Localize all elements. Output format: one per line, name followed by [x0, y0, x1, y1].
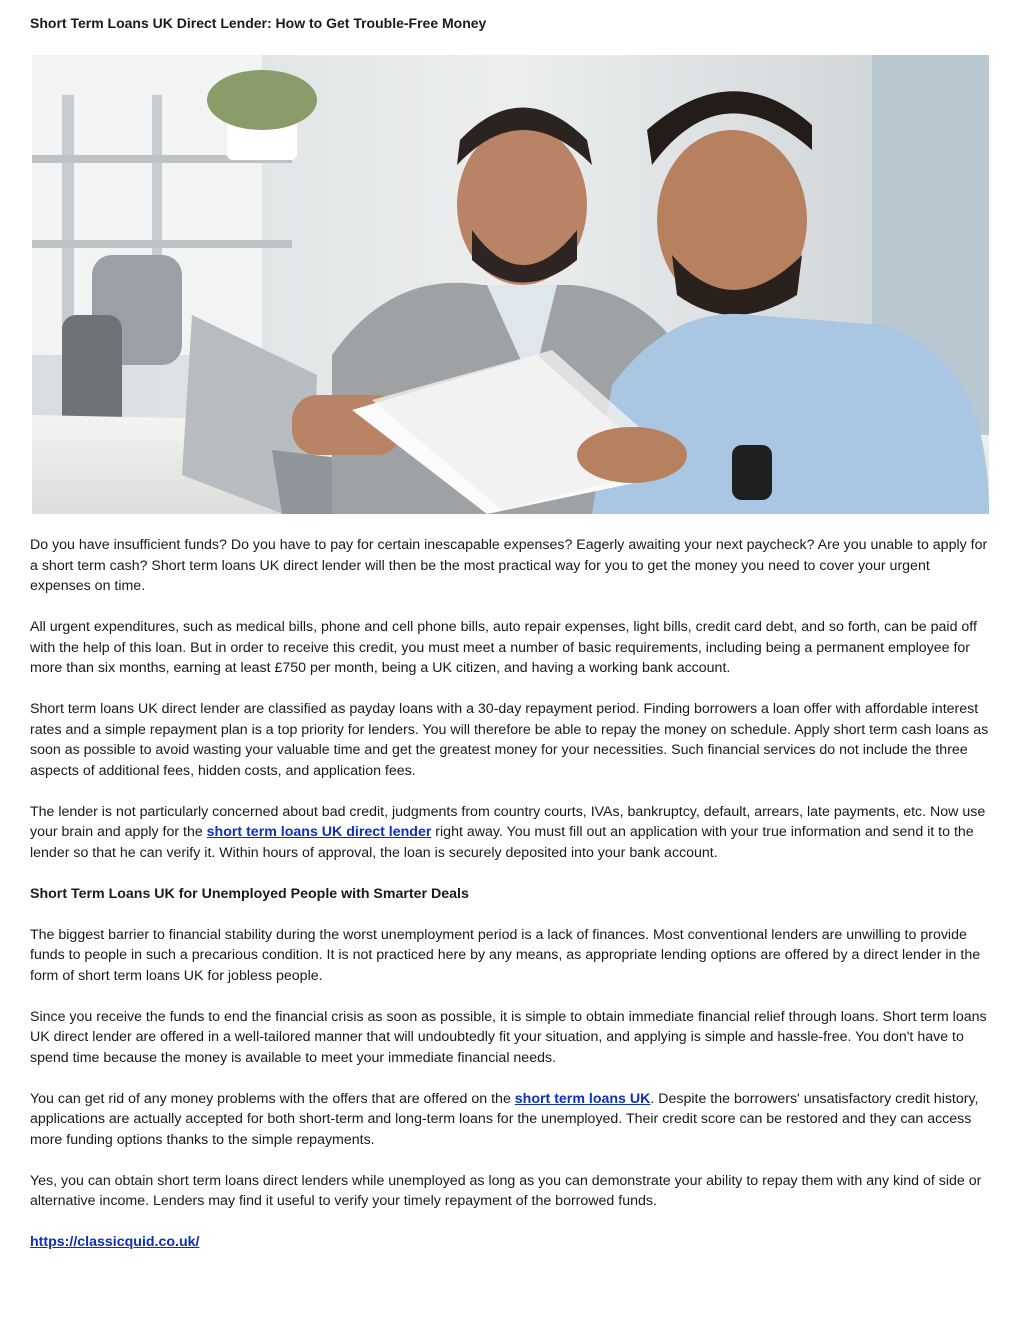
paragraph-text: . Despite the borrowers' unsatisfactory credit history, applications are actually accepted for both short-term and long-term loans for the unemployed. Their credit score can be restored and they can access more funding options thanks to the simple repayments. — [30, 1090, 979, 1148]
paragraph: Yes, you can obtain short term loans direct lenders while unemployed as long as you can demonstrate your ability to repay them with any kind of side or alternative income. Lenders may find it useful to verify your timely repayment of the borrowed funds. — [30, 1172, 982, 1209]
section-heading: Short Term Loans UK for Unemployed People with Smarter Deals — [30, 885, 469, 902]
article-body — [30, 535, 990, 1273]
short-term-loans-uk-link[interactable]: short term loans UK — [514, 1090, 651, 1107]
short-term-loans-direct-lender-link[interactable]: short term loans UK direct lender — [206, 824, 432, 840]
paragraph: Short term loans UK direct lender are classified as payday loans with a 30-day repayment period. Finding borrowers a loan offer with affordable interest rates and a simple repayment plan is a top priority for lenders. You will therefore be able to repay the money on schedule. Apply short term cash loans as soon as possible to avoid wasting your valuable time and get the greatest money for your necessities. Such financial services do not include the three aspects of additional fees, hidden costs, and application fees. — [30, 701, 989, 779]
paragraph: Since you receive the funds to end the financial crisis as soon as possible, it is simple to obtain immediate financial relief through loans. Short term loans UK direct lender are offered in a well-tailored manner that will undoubtedly fit your situation, and applying is simple and hassle-free. You don't have to spend time because the money is available to meet your immediate financial needs. — [30, 1008, 987, 1066]
paragraph-with-link — [30, 802, 990, 864]
paragraph-text: right away. You must fill out an application with your true information and send it to the lender so that he can verify it. Within hours of approval, the loan is securely deposited into your bank account. — [30, 824, 974, 861]
paragraph-with-link — [30, 1089, 990, 1151]
paragraph: Do you have insufficient funds? Do you have to pay for certain inescapable expenses? Eagerly awaiting your next paycheck? Are you unable to apply for a short term cash? Short term loans UK direct lender will then be the most practical way for you to get the money you need to cover your urgent expenses on time. — [30, 537, 988, 594]
hero-photo — [32, 55, 989, 514]
url-paragraph — [30, 1232, 990, 1253]
paragraph: All urgent expenditures, such as medical bills, phone and cell phone bills, auto repair expenses, light bills, credit card debt, and so forth, can be paid off with the help of this loan. But in order to receive this credit, you must meet a number of basic requirements, including being a permanent employee for more than six months, earning at least £750 per month, being a UK citizen, and having a working bank account. — [30, 619, 977, 676]
classicquid-url-link[interactable]: https://classicquid.co.uk/ — [30, 1234, 200, 1250]
paragraph-text: You can get rid of any money problems with the offers that are offered on the — [30, 1090, 515, 1107]
page-title: Short Term Loans UK Direct Lender: How to Get Trouble-Free Money — [30, 15, 487, 31]
paragraph: The biggest barrier to financial stability during the worst unemployment period is a lack of finances. Most conventional lenders are unwilling to provide funds to people in such a precarious condition. It is not practiced here by any means, as appropriate lending options are offered by a direct lender in the form of short term loans UK for jobless people. — [30, 926, 981, 984]
paragraph-text: The lender is not particularly concerned about bad credit, judgments from country courts, IVAs, bankruptcy, default, arrears, late payments, etc. Now use your brain and apply for the — [30, 803, 986, 840]
office-meeting-illustration — [32, 55, 989, 514]
